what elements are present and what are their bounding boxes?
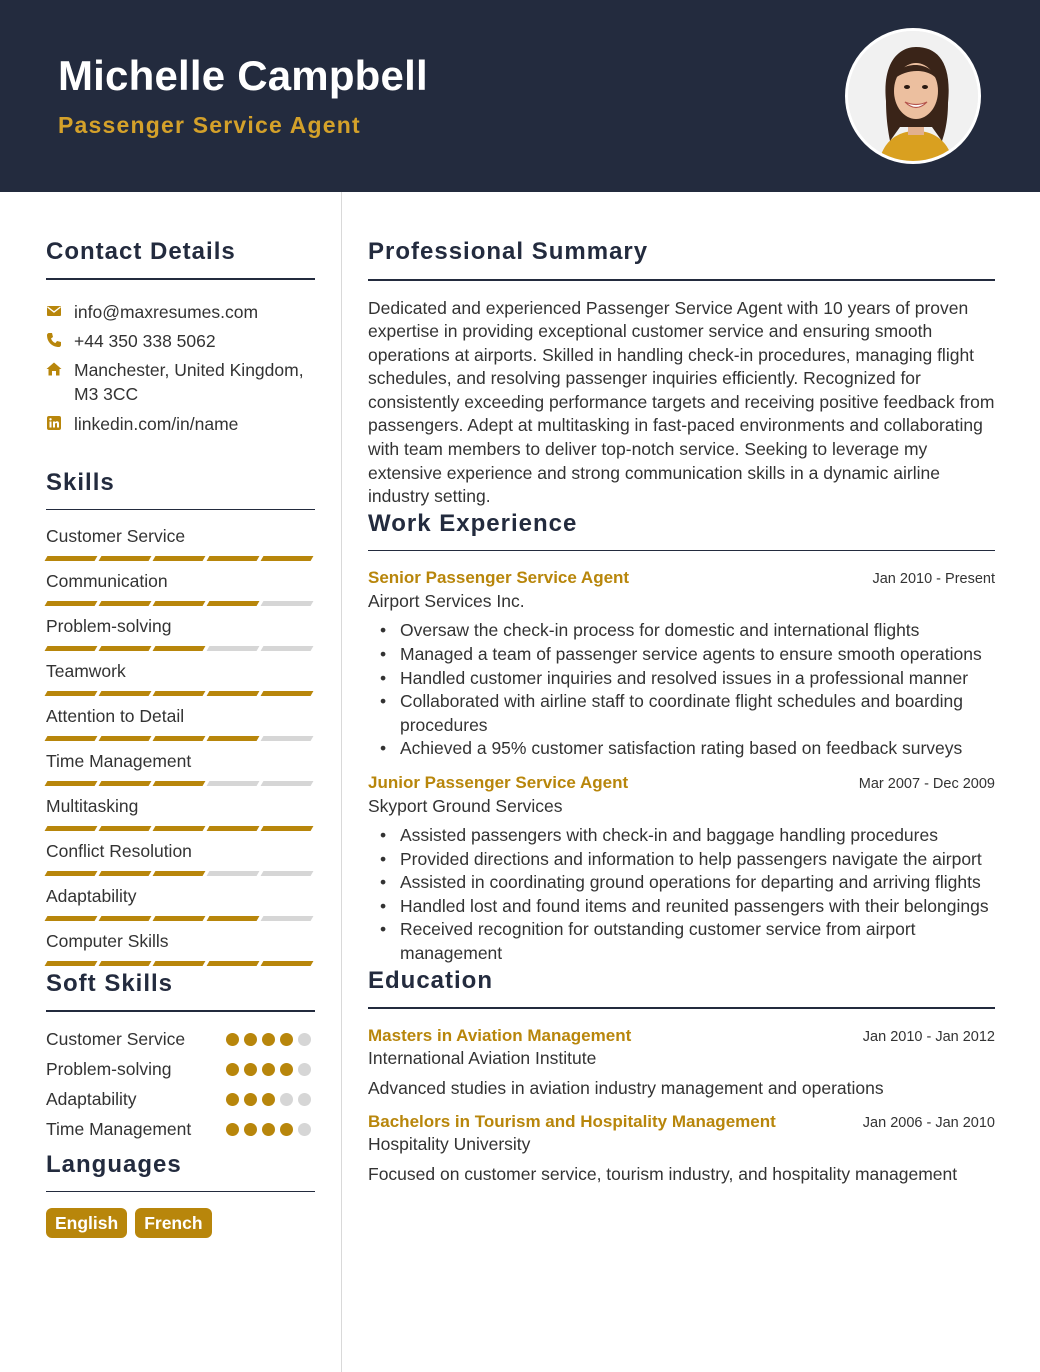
- job-bullet: • Managed a team of passenger service agents to ensure smooth operations: [368, 643, 995, 667]
- skill-level-segment: [153, 961, 206, 966]
- skill-item: [46, 706, 315, 741]
- skill-level-segment: [153, 916, 206, 921]
- skill-level-bar: [46, 781, 315, 786]
- soft-skill-item: [46, 1058, 315, 1081]
- job-bullet: • Received recognition for outstanding customer service from airport management: [368, 918, 995, 965]
- skill-level-bar: [46, 556, 315, 561]
- contact-address: [46, 358, 315, 406]
- skill-level-segment: [207, 916, 260, 921]
- skill-item: [46, 886, 315, 921]
- job-bullet: • Assisted passengers with check-in and baggage handling procedures: [368, 824, 995, 848]
- skill-name: Multitasking: [46, 796, 139, 816]
- skill-level-segment: [261, 916, 314, 921]
- section-rule: [46, 1010, 315, 1012]
- languages-heading: Languages: [46, 1150, 182, 1178]
- education-dates: Jan 2010 - Jan 2012: [862, 1028, 995, 1045]
- soft-skill-dot: [262, 1033, 275, 1046]
- soft-skill-dot: [244, 1123, 257, 1136]
- degree-title: Bachelors in Tourism and Hospitality Management: [368, 1111, 776, 1131]
- skill-level-segment: [207, 961, 260, 966]
- skill-name: Computer Skills: [46, 931, 169, 951]
- candidate-name: Michelle Campbell: [58, 52, 428, 99]
- education-entry: [368, 1112, 995, 1186]
- contact-phone[interactable]: [46, 329, 315, 353]
- skill-name: Adaptability: [46, 886, 137, 906]
- resume-header: [0, 0, 1040, 192]
- linkedin-text: linkedin.com/in/name: [74, 413, 239, 434]
- skill-level-segment: [261, 961, 314, 966]
- skill-level-bar: [46, 916, 315, 921]
- job-header: [368, 773, 995, 793]
- skill-level-segment: [99, 826, 152, 831]
- skill-name: Communication: [46, 571, 168, 591]
- skill-level-segment: [261, 826, 314, 831]
- profile-photo: [845, 28, 981, 164]
- soft-skill-dot: [298, 1033, 311, 1046]
- skill-level-bar: [46, 826, 315, 831]
- section-rule: [368, 1007, 995, 1009]
- job-bullets: [368, 824, 995, 966]
- skill-name: Attention to Detail: [46, 706, 185, 726]
- skill-item: [46, 796, 315, 831]
- soft-skill-dot: [244, 1063, 257, 1076]
- soft-skill-dot: [298, 1093, 311, 1106]
- skill-level-segment: [99, 916, 152, 921]
- soft-skills-heading: Soft Skills: [46, 970, 174, 997]
- section-rule: [46, 278, 315, 280]
- left-column: [46, 192, 315, 1238]
- right-column: [368, 192, 995, 1186]
- education-entry: [368, 1026, 995, 1100]
- job-bullet: • Achieved a 95% customer satisfaction rating based on feedback surveys: [368, 737, 995, 761]
- soft-skill-dot: [298, 1123, 311, 1136]
- portrait-illustration: [848, 31, 981, 164]
- job-bullet: • Handled lost and found items and reunited passengers with their belongings: [368, 895, 995, 919]
- languages-list: [46, 1208, 315, 1238]
- section-rule: [368, 550, 995, 552]
- summary-heading: Professional Summary: [368, 238, 649, 265]
- skill-level-segment: [99, 736, 152, 741]
- skill-level-segment: [153, 646, 206, 651]
- soft-skills-list: [46, 1028, 315, 1141]
- job-bullet: • Assisted in coordinating ground operations for departing and arriving flights: [368, 871, 995, 895]
- skill-item: [46, 931, 315, 966]
- soft-skill-dot: [262, 1093, 275, 1106]
- job-company: Skyport Ground Services: [368, 795, 563, 816]
- skill-level-segment: [45, 691, 98, 696]
- job-bullets: [368, 619, 995, 761]
- skill-level-segment: [153, 556, 206, 561]
- skill-level-segment: [261, 781, 314, 786]
- skill-level-segment: [153, 736, 206, 741]
- skill-level-segment: [99, 691, 152, 696]
- degree-title: Masters in Aviation Management: [368, 1025, 632, 1045]
- skill-item: [46, 841, 315, 876]
- soft-skill-name: Problem-solving: [46, 1058, 172, 1079]
- skill-item: [46, 526, 315, 561]
- soft-skill-dot: [280, 1063, 293, 1076]
- skill-name: Customer Service: [46, 526, 186, 546]
- skill-item: [46, 616, 315, 651]
- soft-skill-dot: [244, 1033, 257, 1046]
- job-dates: Mar 2007 - Dec 2009: [858, 775, 995, 792]
- job-entry: [368, 568, 995, 761]
- job-bullet: • Oversaw the check-in process for domestic and international flights: [368, 619, 995, 643]
- contact-heading: Contact Details: [46, 238, 236, 265]
- job-title: Senior Passenger Service Agent: [368, 568, 630, 588]
- skill-name: Conflict Resolution: [46, 841, 192, 861]
- skill-level-segment: [99, 646, 152, 651]
- skill-item: [46, 571, 315, 606]
- skill-level-segment: [261, 556, 314, 561]
- section-rule: [46, 1191, 315, 1193]
- skill-level-segment: [207, 601, 260, 606]
- jobs-list: [368, 568, 995, 965]
- linkedin-icon: [46, 412, 74, 431]
- school-name: International Aviation Institute: [368, 1047, 597, 1068]
- skill-name: Teamwork: [46, 661, 126, 681]
- skill-level-bar: [46, 691, 315, 696]
- skill-level-segment: [45, 646, 98, 651]
- language-badge: English: [46, 1208, 127, 1238]
- soft-skill-item: [46, 1118, 315, 1141]
- soft-skill-dot: [280, 1123, 293, 1136]
- skill-level-segment: [207, 871, 260, 876]
- home-icon: [46, 358, 74, 377]
- section-rule: [368, 279, 995, 281]
- skill-item: [46, 751, 315, 786]
- skill-level-segment: [45, 601, 98, 606]
- soft-skill-dot: [226, 1033, 239, 1046]
- skill-level-segment: [99, 871, 152, 876]
- skill-level-segment: [99, 556, 152, 561]
- skill-level-segment: [207, 691, 260, 696]
- skill-level-segment: [45, 781, 98, 786]
- soft-skill-dot: [280, 1033, 293, 1046]
- soft-skill-dot: [226, 1123, 239, 1136]
- candidate-title: Passenger Service Agent: [58, 112, 361, 138]
- job-title: Junior Passenger Service Agent: [368, 772, 629, 792]
- skill-level-segment: [99, 961, 152, 966]
- skill-level-segment: [153, 826, 206, 831]
- soft-skill-dots: [226, 1028, 311, 1051]
- skill-level-segment: [45, 556, 98, 561]
- skills-heading: Skills: [46, 468, 115, 496]
- skill-level-segment: [45, 736, 98, 741]
- soft-skill-dot: [262, 1123, 275, 1136]
- job-header: [368, 568, 995, 588]
- column-divider: [341, 192, 342, 1372]
- soft-skill-dots: [226, 1058, 311, 1081]
- section-rule: [46, 509, 315, 511]
- education-header: [368, 1112, 995, 1132]
- summary-text: Dedicated and experienced Passenger Service Agent with 10 years of proven expertise in providing exceptional customer service and ensuring smooth operations at airports. Skilled in handling check-in procedures, managing flight schedules, and resolving passenger inquiries efficiently. Recognized for consistently exceeding performance targets and receiving positive feedback from passengers. Adept at multitasking in fast-paced environments and collaborating with team members to deliver top-notch service. Seeking to leverage my extensive experience and strong communication skills in a dynamic airline industry setting.: [368, 297, 995, 507]
- soft-skill-name: Customer Service: [46, 1028, 186, 1049]
- skill-level-bar: [46, 601, 315, 606]
- skill-level-segment: [99, 601, 152, 606]
- contact-email[interactable]: [46, 300, 315, 324]
- education-header: [368, 1026, 995, 1046]
- skill-level-segment: [99, 781, 152, 786]
- soft-skill-dot: [298, 1063, 311, 1076]
- skill-level-segment: [45, 961, 98, 966]
- soft-skill-dots: [226, 1088, 311, 1111]
- skill-name: Time Management: [46, 751, 192, 771]
- skill-level-segment: [207, 646, 260, 651]
- skill-level-bar: [46, 871, 315, 876]
- soft-skill-dot: [244, 1093, 257, 1106]
- soft-skill-dot: [280, 1093, 293, 1106]
- skill-level-bar: [46, 646, 315, 651]
- skill-level-segment: [207, 556, 260, 561]
- skill-level-segment: [153, 601, 206, 606]
- education-description: Advanced studies in aviation industry management and operations: [368, 1077, 884, 1098]
- soft-skill-dot: [262, 1063, 275, 1076]
- soft-skill-name: Time Management: [46, 1118, 192, 1139]
- job-bullet: • Provided directions and information to help passengers navigate the airport: [368, 848, 995, 872]
- skills-list: [46, 526, 315, 966]
- soft-skill-item: [46, 1088, 315, 1111]
- email-text: info@maxresumes.com: [74, 301, 259, 322]
- job-company: Airport Services Inc.: [368, 591, 525, 612]
- skill-level-segment: [261, 646, 314, 651]
- education-description: Focused on customer service, tourism industry, and hospitality management: [368, 1163, 958, 1184]
- skill-level-segment: [261, 691, 314, 696]
- skill-level-segment: [207, 736, 260, 741]
- contact-list: [46, 300, 315, 436]
- soft-skill-name: Adaptability: [46, 1088, 137, 1109]
- address-line-1: Manchester, United Kingdom,: [74, 359, 304, 380]
- skill-level-segment: [261, 736, 314, 741]
- skill-level-segment: [153, 691, 206, 696]
- skill-level-bar: [46, 736, 315, 741]
- soft-skill-dot: [226, 1093, 239, 1106]
- skill-level-segment: [45, 826, 98, 831]
- phone-text: +44 350 338 5062: [74, 330, 216, 351]
- school-name: Hospitality University: [368, 1133, 531, 1154]
- soft-skill-item: [46, 1028, 315, 1051]
- job-dates: Jan 2010 - Present: [872, 571, 995, 588]
- education-dates: Jan 2006 - Jan 2010: [862, 1114, 995, 1131]
- skill-level-segment: [261, 601, 314, 606]
- skill-level-segment: [261, 871, 314, 876]
- education-heading: Education: [368, 967, 494, 995]
- skill-level-bar: [46, 961, 315, 966]
- job-entry: [368, 773, 995, 966]
- work-heading: Work Experience: [368, 509, 578, 537]
- skill-level-segment: [45, 871, 98, 876]
- skill-item: [46, 661, 315, 696]
- skill-level-segment: [207, 781, 260, 786]
- skill-name: Problem-solving: [46, 616, 172, 636]
- address-line-2: M3 3CC: [74, 383, 139, 404]
- skill-level-segment: [153, 871, 206, 876]
- phone-icon: [46, 329, 74, 348]
- soft-skill-dots: [226, 1118, 311, 1141]
- skill-level-segment: [207, 826, 260, 831]
- skill-level-segment: [45, 916, 98, 921]
- email-icon: [46, 300, 74, 319]
- education-list: [368, 1026, 995, 1186]
- soft-skill-dot: [226, 1063, 239, 1076]
- skill-level-segment: [153, 781, 206, 786]
- job-bullet: • Handled customer inquiries and resolved issues in a professional manner: [368, 667, 995, 691]
- contact-linkedin[interactable]: [46, 412, 315, 436]
- job-bullet: • Collaborated with airline staff to coordinate flight schedules and boarding procedures: [368, 690, 995, 737]
- language-badge: French: [135, 1208, 211, 1238]
